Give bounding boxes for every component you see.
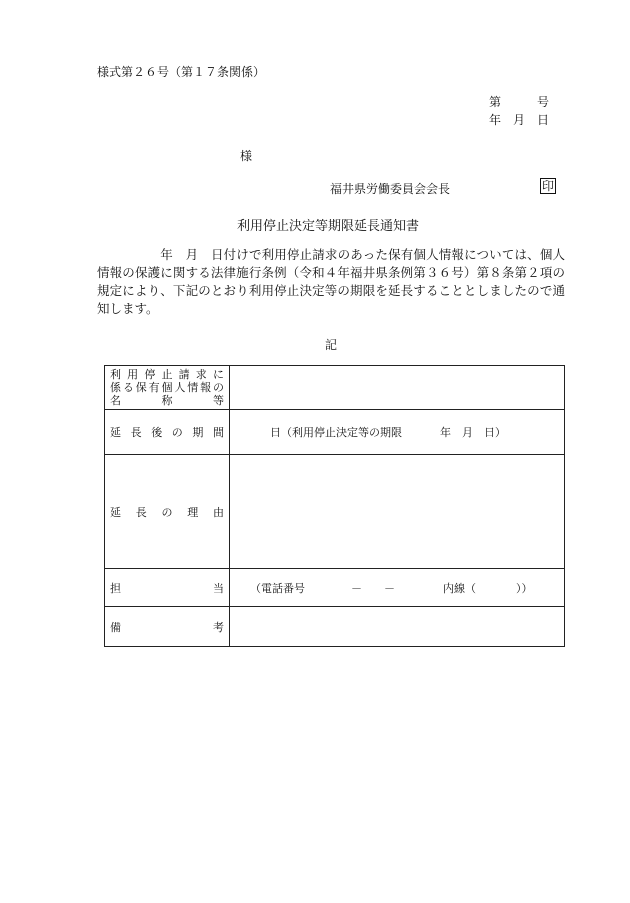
label-char: 人	[174, 381, 186, 394]
value-reason	[230, 455, 565, 569]
label-char: 延	[110, 426, 121, 439]
label-reason	[105, 455, 230, 569]
label-char: る	[122, 381, 134, 394]
details-table	[104, 365, 565, 647]
ki-heading: 記	[325, 338, 338, 352]
value-contact	[230, 569, 565, 607]
target-info-label-line	[110, 394, 224, 407]
label-contact	[105, 569, 230, 607]
value-remarks	[230, 607, 565, 647]
document-title: 利用停止決定等期限延長通知書	[237, 219, 420, 234]
body-indent: 年 月 日付けで利用停止請求のあった保有個人情報については、	[97, 247, 540, 262]
label-char: 担	[110, 581, 121, 595]
label-char: 当	[213, 581, 224, 595]
document-number: 第 号	[489, 95, 550, 109]
label-char: 備	[110, 620, 121, 634]
label-char: の	[171, 426, 183, 439]
sender-name: 福井県労働委員会会長	[330, 182, 451, 196]
label-char: 長	[135, 505, 147, 519]
label-char: 名	[110, 394, 121, 407]
label-remarks	[105, 607, 230, 647]
label-char: 報	[200, 381, 212, 394]
label-char: 情	[187, 381, 199, 394]
label-char: 後	[151, 426, 163, 439]
body-rest: 個人情報の保護に関する法律施行条例（令和４年福井県条例第３６号）第８条第２項の規定により、下記のとおり利用停止決定等の期限を延長することとしましたので通知します。	[97, 247, 565, 316]
label-char: 延	[110, 505, 121, 519]
phone-dashes: － －	[351, 581, 395, 595]
label-extended-period	[105, 410, 230, 455]
label-char: 用	[127, 368, 139, 381]
label-char: 間	[212, 426, 224, 439]
label-char: 停	[144, 368, 156, 381]
document-date: 年 月 日	[489, 113, 550, 127]
period-date-blank: 年 月 日）	[440, 426, 506, 439]
target-info-label-line	[110, 381, 224, 394]
label-char: 有	[148, 381, 160, 394]
label-char: 止	[161, 368, 173, 381]
label-char: 保	[135, 381, 147, 394]
form-number: 様式第２６号（第１７条関係）	[97, 65, 266, 79]
label-char: 請	[178, 368, 190, 381]
value-extended-period	[230, 410, 565, 455]
label-target-info	[105, 366, 230, 410]
label-char: 個	[161, 381, 173, 394]
period-deadline-text: 日（利用停止決定等の期限	[270, 426, 402, 439]
seal-mark: 印	[542, 179, 555, 193]
phone-label: （電話番号	[250, 581, 305, 595]
row-remarks	[105, 607, 565, 647]
label-char: に	[212, 368, 224, 381]
label-char: 係	[110, 381, 121, 394]
label-char: 利	[110, 368, 121, 381]
row-reason	[105, 455, 565, 569]
row-extended-period	[105, 410, 565, 455]
label-char: 考	[213, 620, 224, 634]
row-contact	[105, 569, 565, 607]
label-char: 長	[130, 426, 142, 439]
label-char: 期	[192, 426, 204, 439]
label-char: 理	[187, 505, 199, 519]
label-char: の	[161, 505, 173, 519]
addressee-suffix: 様	[240, 149, 253, 163]
row-target-info	[105, 366, 565, 410]
extension-close: ））	[516, 581, 533, 595]
label-char: 求	[195, 368, 207, 381]
label-char: 等	[213, 394, 224, 407]
label-char: 称	[161, 394, 173, 407]
body-paragraph	[97, 246, 565, 318]
label-char: の	[213, 381, 224, 394]
extension-label: 内線（	[443, 581, 476, 595]
label-char: 由	[213, 505, 224, 519]
value-target-info	[230, 366, 565, 410]
target-info-label-line	[110, 368, 224, 381]
